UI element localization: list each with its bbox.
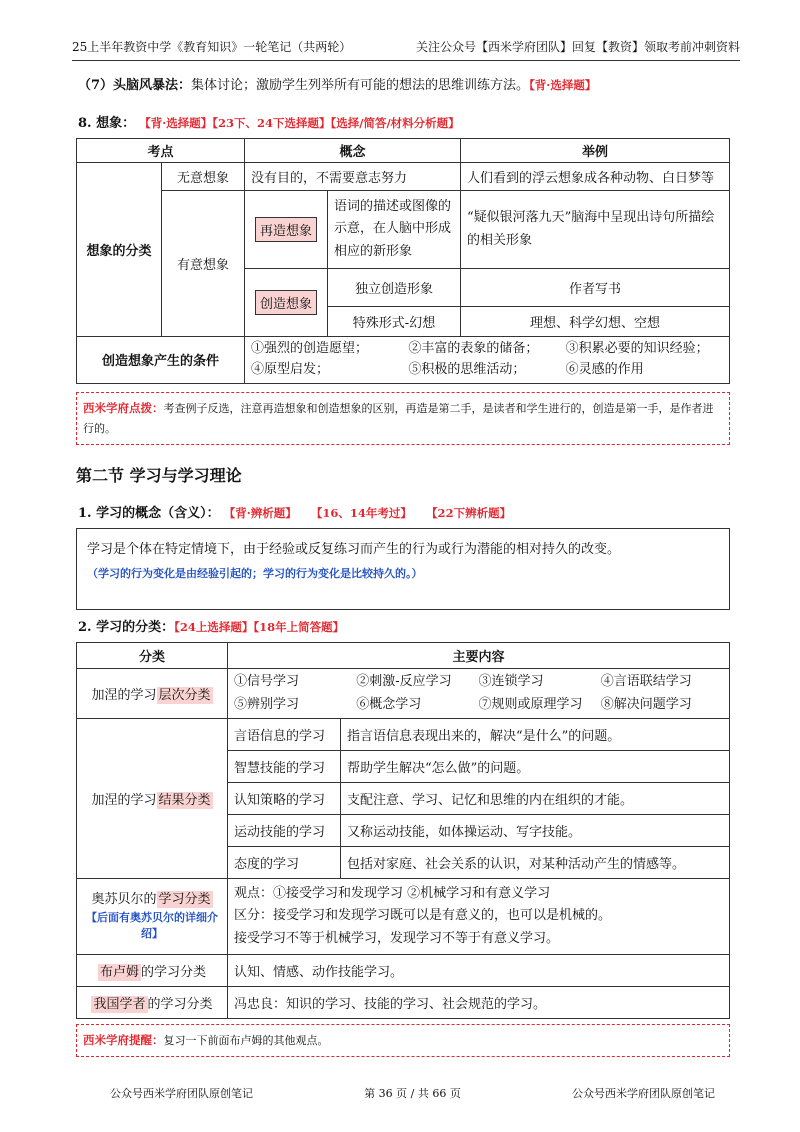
condition-item: ①强烈的创造愿望； [251,341,369,356]
level-item: ⑧解决问题学习 [600,696,692,712]
concept-definition: 学习是个体在特定情境下，由于经验或反复练习而产生的行为或行为潜能的相对持久的改变。 [87,542,621,557]
header-left: 25上半年教资中学《教育知识》一轮笔记（共两轮） [72,40,352,54]
china-content: 冯忠良：知识的学习、技能的学习、社会规范的学习。 [228,987,730,1019]
level-item: ③连锁学习 [478,674,544,690]
ausubel-line: 区分：接受学习和发现学习既可以是有意义的，也可以是机械的。 [234,908,612,924]
concept-heading: 1. 学习的概念（含义）： [78,506,220,521]
classification-note [76,1024,730,1057]
conditions-label: 创造想象产生的条件 [77,337,245,384]
condition-item: ④原型启发； [251,361,330,377]
level-item: ④言语联结学习 [600,674,692,690]
page-header [72,38,740,61]
concept-tag-1: 【背·辨析题】 [223,506,297,520]
bloom-label: 布卢姆 的学习分类 [77,955,228,987]
imagination-heading-line [78,112,460,131]
fantasy-concept: 特殊形式-幻想 [328,307,461,337]
creative-label: 创造想象 [255,290,317,315]
footer-right: 公众号西米学府团队原创笔记 [572,1087,715,1100]
result-desc: 支配注意、学习、记忆和思维的内在组织的才能。 [341,783,730,815]
imagination-note [76,392,730,445]
result-name: 运动技能的学习 [228,815,341,847]
result-desc: 又称运动技能，如体操运动、写字技能。 [341,815,730,847]
reproductive-concept: 语词的描述或图像的示意，在人脑中形成相应的新形象 [328,191,461,269]
classification-tags: 【24上选择题】【18年上简答题】 [174,620,345,634]
note-label: 西米学府点拨： [83,401,164,415]
class-col-header-1: 分类 [77,643,228,669]
ausubel-label: 奥苏贝尔的 学习分类 【后面有奥苏贝尔的详细介绍】 [77,879,228,955]
col-header-concept: 概念 [245,139,461,163]
concept-tag-3: 【22下辨析题】 [426,506,512,520]
header-right: 关注公众号【西米学府团队】回复【教资】领取考前冲刺资料 [415,40,740,54]
page-number: 第 36 页 / 共 66 页 [364,1087,461,1100]
fantasy-example: 理想、科学幻想、空想 [461,307,730,337]
classification-note-label: 西米学府提醒： [83,1033,164,1047]
condition-item: ③积累必要的知识经验； [565,341,709,356]
unintentional-concept: 没有目的，不需要意志努力 [245,163,461,191]
imagination-table [76,138,730,384]
creative-example: 作者写书 [461,269,730,307]
unintentional-label: 无意想象 [162,163,245,191]
classification-heading-line [78,616,344,635]
gagne-results-label: 加涅的学习 结果分类 [77,719,228,879]
imagination-tags: 【背·选择题】【23下、24下选择题】【选择/简答/材料分析题】 [139,116,460,130]
level-item: ⑥概念学习 [356,696,422,712]
condition-item: ⑤积极的思维活动； [408,361,526,377]
creative-concept: 独立创造形象 [328,269,461,307]
result-name: 认知策略的学习 [228,783,341,815]
reproductive-example: “疑似银河落九天”脑海中呈现出诗句所描绘的相关形象 [461,191,730,269]
result-name: 态度的学习 [228,847,341,879]
conditions-row-2 [251,360,723,381]
level-item: ①信号学习 [234,674,300,690]
bloom-content: 认知、情感、动作技能学习。 [228,955,730,987]
class-col-header-2: 主要内容 [228,643,730,669]
level-item: ②刺激-反应学习 [356,674,452,690]
concept-remark: （学习的行为变化是由经验引起的；学习的行为变化是比较持久的。） [87,567,423,580]
condition-item: ②丰富的表象的储备； [408,341,539,356]
levels-row-1 [234,671,723,693]
levels-row-2 [234,694,723,716]
china-label: 我国学者 的学习分类 [77,987,228,1019]
result-name: 言语信息的学习 [228,719,341,751]
note-text: 考查例子反选，注意再造想象和创造想象的区别，再造是第二手，是读者和学生进行的，创造是第一手，是作者进行的。 [83,402,714,435]
conditions-row-1 [251,339,723,360]
classification-note-text: 复习一下前面布卢姆的其他观点。 [163,1034,329,1047]
brainstorm-text: 集体讨论；激励学生列举所有可能的想法的思维训练方法。 [191,78,530,93]
col-header-example: 举例 [461,139,730,163]
classification-heading: 2. 学习的分类： [78,620,175,635]
group-label: 想象的分类 [77,163,162,337]
ausubel-line: 接受学习不等于机械学习，发现学习不等于有意义学习。 [234,930,560,946]
ausubel-sub: 【后面有奥苏贝尔的详细介绍】 [86,910,218,941]
brainstorm-prefix: （7）头脑风暴法： [78,78,192,93]
section-title: 第二节 学习与学习理论 [76,466,242,485]
ausubel-line: 观点：①接受学习和发现学习 ②机械学习和有意义学习 [234,886,551,902]
concept-heading-line [78,502,511,521]
page-footer [110,1085,715,1101]
level-item: ⑦规则或原理学习 [478,696,583,712]
level-item: ⑤辨别学习 [234,696,300,712]
unintentional-example: 人们看到的浮云想象成各种动物、白日梦等 [461,163,730,191]
classification-table [76,642,730,1019]
brainstorm-tag: 【背·选择题】 [529,78,597,92]
condition-item: ⑥灵感的作用 [565,361,644,377]
col-header-point: 考点 [77,139,245,163]
imagination-heading: 8. 想象： [78,116,136,131]
result-desc: 包括对家庭、社会关系的认识，对某种活动产生的情感等。 [341,847,730,879]
gagne-levels-label: 加涅的学习 层次分类 [77,669,228,719]
result-desc: 指言语信息表现出来的，解决“是什么”的问题。 [341,719,730,751]
concept-tag-2: 【16、14年考过】 [310,506,412,520]
brainstorm-line [78,74,596,93]
footer-left: 公众号西米学府团队原创笔记 [110,1087,253,1100]
result-desc: 帮助学生解决“怎么做”的问题。 [341,751,730,783]
concept-box [76,528,730,610]
intentional-label: 有意想象 [162,191,245,337]
result-name: 智慧技能的学习 [228,751,341,783]
reproductive-label: 再造想象 [255,217,317,242]
